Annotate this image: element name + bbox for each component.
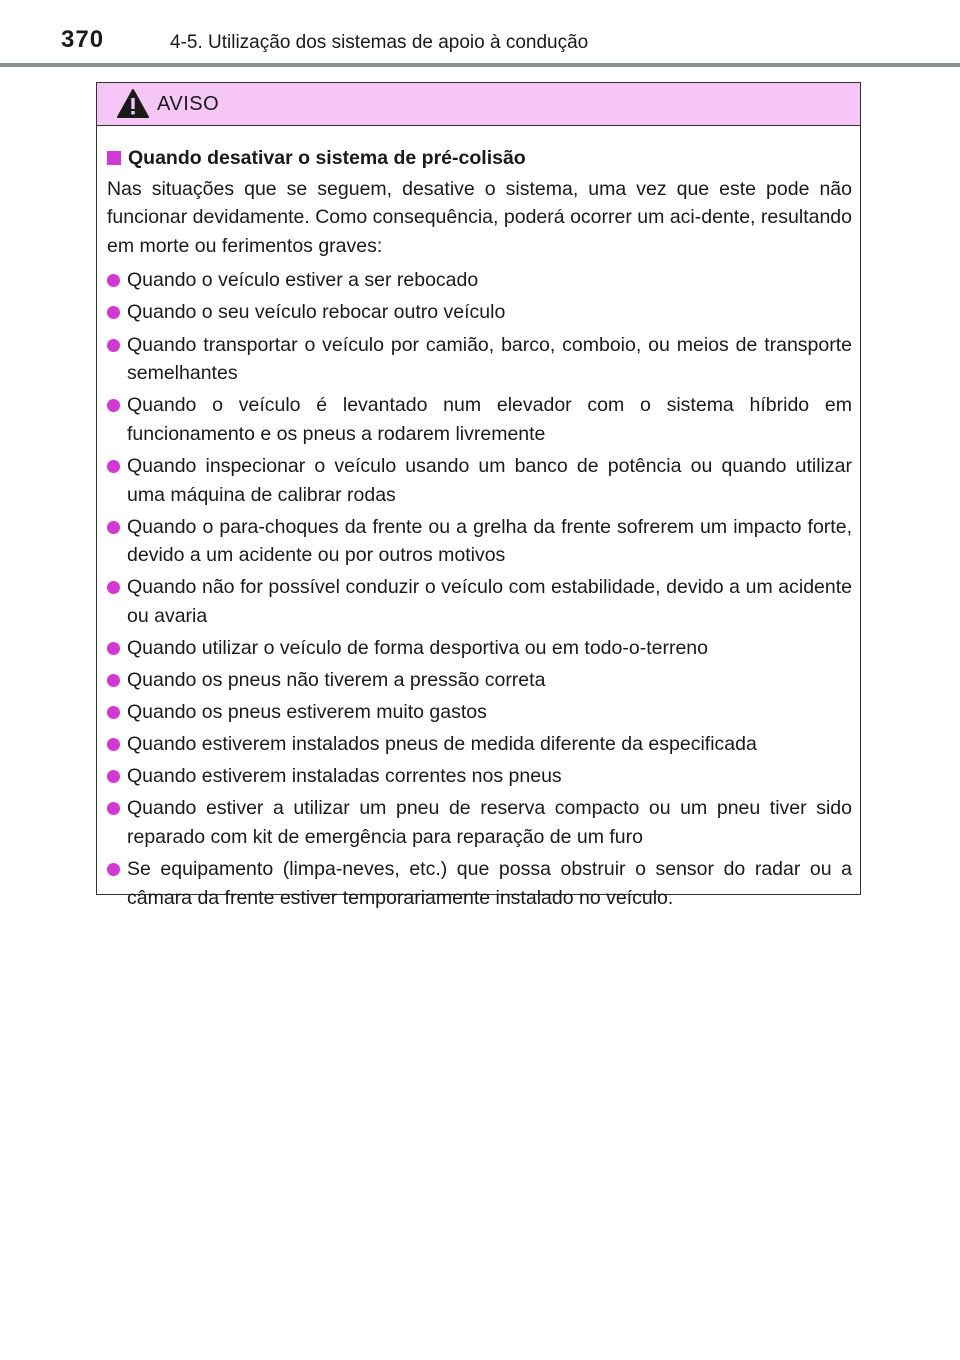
warning-label: AVISO [157, 93, 220, 115]
list-item-text: Quando estiverem instalados pneus de medida diferente da especificada [127, 733, 757, 756]
list-item-text: Quando transportar o veículo por camião, barco, comboio, ou meios de transporte semelhantes [127, 333, 852, 385]
list-item-text: Quando não for possível conduzir o veículo com estabilidade, devido a um acidente ou avaria [127, 576, 852, 627]
bullet-dot-icon [107, 399, 120, 412]
list-item-text: Quando estiver a utilizar um pneu de reserva compacto ou um pneu tiver sido reparado com kit de emergência para reparação de um furo [127, 797, 852, 849]
warning-header [97, 83, 860, 126]
header-rule [0, 63, 960, 67]
list-item [105, 452, 852, 509]
bullet-dot-icon [107, 802, 120, 815]
bullet-dot-icon [107, 642, 120, 655]
warning-triangle-icon [116, 88, 150, 119]
bullet-dot-icon [107, 706, 120, 719]
list-item-text: Quando inspecionar o veículo usando um banco de potência ou quando utilizar uma máquina de calibrar rodas [127, 454, 852, 506]
list-item-text: Quando o veículo estiver a ser rebocado [127, 269, 479, 292]
list-item [105, 762, 852, 791]
warning-box [96, 82, 861, 909]
bullet-dot-icon [107, 770, 120, 783]
list-item [105, 634, 852, 663]
list-item-text: Quando utilizar o veículo de forma desportiva ou em todo-o-terreno [127, 637, 708, 659]
bullet-dot-icon [107, 738, 120, 751]
list-item [105, 266, 852, 295]
list-item-text: Quando os pneus não tiverem a pressão correta [127, 669, 546, 692]
bullet-dot-icon [107, 674, 120, 687]
bullet-dot-icon [107, 581, 120, 594]
topic-heading [105, 144, 852, 173]
topic-title: Quando desativar o sistema de pré-colisão [128, 147, 526, 169]
list-item [105, 698, 852, 727]
intro-paragraph: Nas situações que se seguem, desative o sistema, uma vez que este pode não funcionar devidamente. Como consequência, poderá ocorrer um aci-dente, resultando em morte ou ferimentos graves: [107, 177, 852, 257]
list-item [105, 730, 852, 759]
bullet-dot-icon [107, 339, 120, 352]
list-item [105, 513, 852, 570]
page-header [0, 0, 960, 70]
list-item-text: Se equipamento (limpa-neves, etc.) que possa obstruir o sensor do radar ou a câmara da frente estiver temporariamente instalado no veículo. [127, 858, 852, 909]
page-number: 370 [61, 26, 105, 53]
section-title: 4-5. Utilização dos sistemas de apoio à condução [170, 32, 589, 53]
list-item-text: Quando o para-choques da frente ou a grelha da frente sofrerem um impacto forte, devido a um acidente ou por outros motivos [127, 515, 852, 567]
list-item-text: Quando estiverem instaladas correntes nos pneus [127, 765, 562, 788]
list-item [105, 298, 852, 327]
list-item [105, 666, 852, 695]
warning-body [97, 126, 860, 912]
bullet-dot-icon [107, 460, 120, 473]
bullet-dot-icon [107, 306, 120, 319]
square-bullet-icon [107, 151, 121, 165]
list-item [105, 855, 852, 912]
item-list [105, 266, 852, 912]
list-item [105, 331, 852, 388]
bullet-dot-icon [107, 274, 120, 287]
list-item [105, 391, 852, 448]
list-item-text: Quando o seu veículo rebocar outro veículo [127, 301, 506, 324]
bullet-dot-icon [107, 521, 120, 534]
list-item [105, 573, 852, 630]
bullet-dot-icon [107, 863, 120, 876]
list-item-text: Quando os pneus estiverem muito gastos [127, 701, 487, 724]
list-item-text: Quando o veículo é levantado num elevador com o sistema híbrido em funcionamento e os pneus a rodarem livremente [127, 394, 852, 445]
list-item [105, 794, 852, 851]
